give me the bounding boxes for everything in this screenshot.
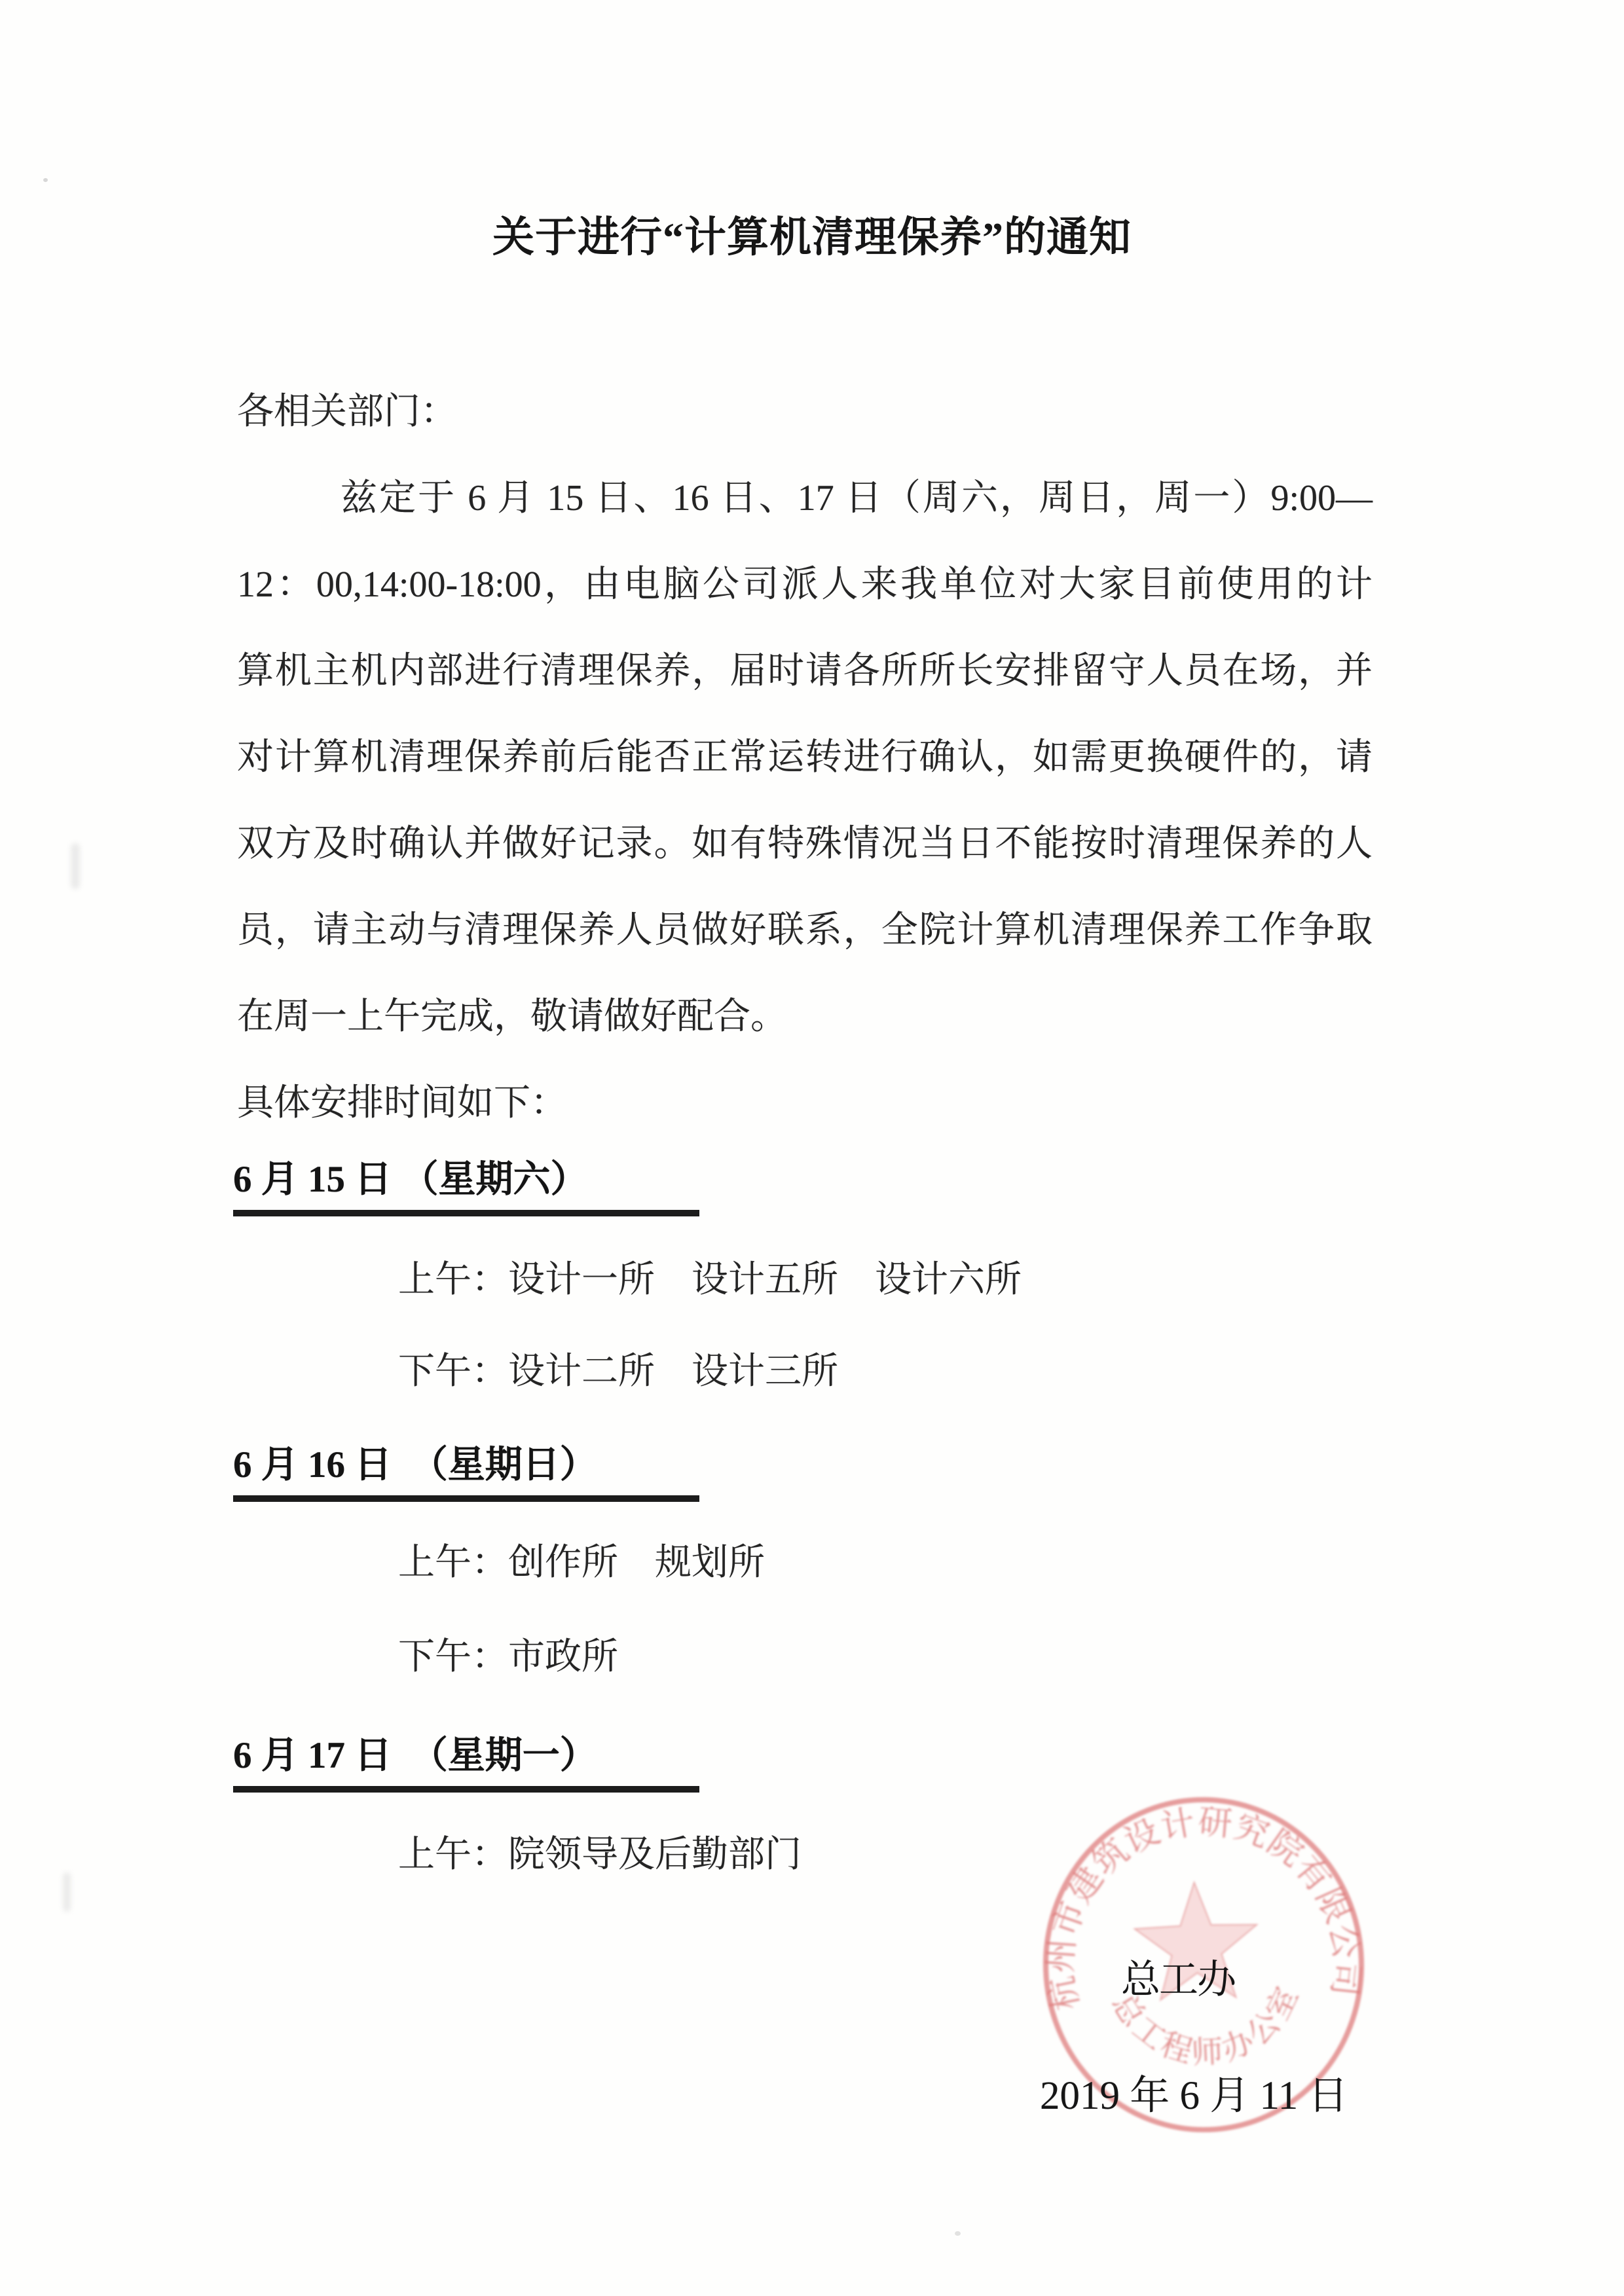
- body-line: 员，请主动与清理保养人员做好联系，全院计算机清理保养工作争取: [237, 910, 1373, 951]
- notice-date: 2019 年 6 月 11 日: [1040, 2074, 1348, 2118]
- scan-smudge: [71, 843, 80, 889]
- scan-speck: [955, 2231, 961, 2236]
- seal-company-arc-text: 杭州市建筑设计研究院有限公司: [1042, 1803, 1365, 2014]
- body-line: 对计算机清理保养前后能否正常运转进行确认，如需更换硬件的，请: [237, 737, 1373, 778]
- body-line: 算机主机内部进行清理保养，届时请各所所长安排留守人员在场，并: [237, 651, 1373, 691]
- seal-office-arc-text: 总工程师办公室: [1105, 1980, 1306, 2071]
- body-line: 兹定于 6 月 15 日、16 日、17 日（周六，周日，周一）9:00—: [341, 478, 1373, 519]
- schedule-day-heading: 6 月 16 日 （星期日）: [233, 1446, 699, 1502]
- signature: 总工办: [1121, 1958, 1235, 2001]
- schedule-item: 下午：市政所: [398, 1637, 618, 1677]
- scan-speck: [558, 1271, 562, 1275]
- salutation: 各相关部门：: [237, 392, 457, 432]
- schedule-item: 上午：设计一所 设计五所 设计六所: [398, 1260, 1022, 1300]
- notice-title: 关于进行“计算机清理保养”的通知: [492, 214, 1132, 261]
- schedule-intro: 具体安排时间如下：: [237, 1083, 567, 1123]
- schedule-item: 上午：院领导及后勤部门: [398, 1834, 802, 1875]
- body-line: 12：00,14:00-18:00，由电脑公司派人来我单位对大家目前使用的计: [237, 564, 1373, 605]
- schedule-day-heading: 6 月 17 日 （星期一）: [233, 1736, 699, 1793]
- body-line: 双方及时确认并做好记录。如有特殊情况当日不能按时清理保养的人: [237, 824, 1373, 864]
- scan-speck: [43, 178, 48, 182]
- schedule-day-heading: 6 月 15 日 （星期六）: [233, 1160, 699, 1216]
- schedule-item: 下午：设计二所 设计三所: [398, 1351, 838, 1392]
- scan-smudge: [63, 1872, 71, 1912]
- body-line: 在周一上午完成，敬请做好配合。: [237, 996, 787, 1037]
- schedule-item: 上午：创作所 规划所: [398, 1542, 765, 1583]
